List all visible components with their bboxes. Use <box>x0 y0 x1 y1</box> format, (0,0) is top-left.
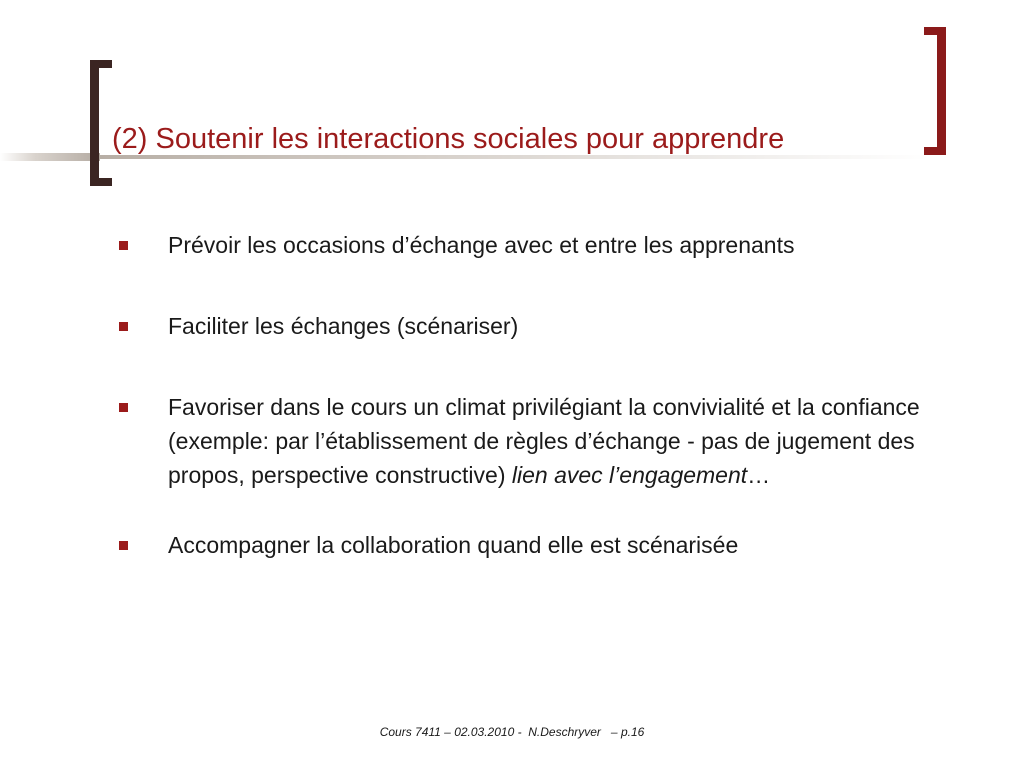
bullet-text: Faciliter les échanges (scénariser) <box>168 313 519 339</box>
left-bracket-bar <box>90 60 99 186</box>
square-bullet-icon <box>119 403 128 412</box>
title-decorative-rule <box>0 153 100 161</box>
bullet-text: Favoriser dans le cours un climat privilégiant la convivialité et la confiance (exemple: par l’établissement de règles d’échange - pas de jugement des propos, perspective constructive) <box>168 394 920 488</box>
left-bracket-cap-bottom <box>90 178 112 186</box>
bullet-item <box>115 228 955 262</box>
right-bracket-bar <box>937 27 946 155</box>
bullet-text: Prévoir les occasions d’échange avec et entre les apprenants <box>168 232 795 258</box>
bullet-item <box>115 309 955 343</box>
bullet-list <box>115 228 955 562</box>
square-bullet-icon <box>119 241 128 250</box>
slide-title: (2) Soutenir les interactions sociales pour apprendre <box>112 123 785 155</box>
bullet-text: Accompagner la collaboration quand elle est scénarisée <box>168 532 739 558</box>
left-bracket-cap-top <box>90 60 112 68</box>
square-bullet-icon <box>119 322 128 331</box>
bullet-item <box>115 390 955 492</box>
right-bracket-cap-top <box>924 27 946 35</box>
square-bullet-icon <box>119 541 128 550</box>
bullet-ellipsis: … <box>747 462 771 488</box>
bullet-item <box>115 528 955 562</box>
right-bracket-cap-bottom <box>924 147 946 155</box>
bullet-emphasis-text: lien avec l’engagement <box>511 462 748 488</box>
slide-footer: Cours 7411 – 02.03.2010 - N.Deschryver – p.16 <box>379 725 645 739</box>
